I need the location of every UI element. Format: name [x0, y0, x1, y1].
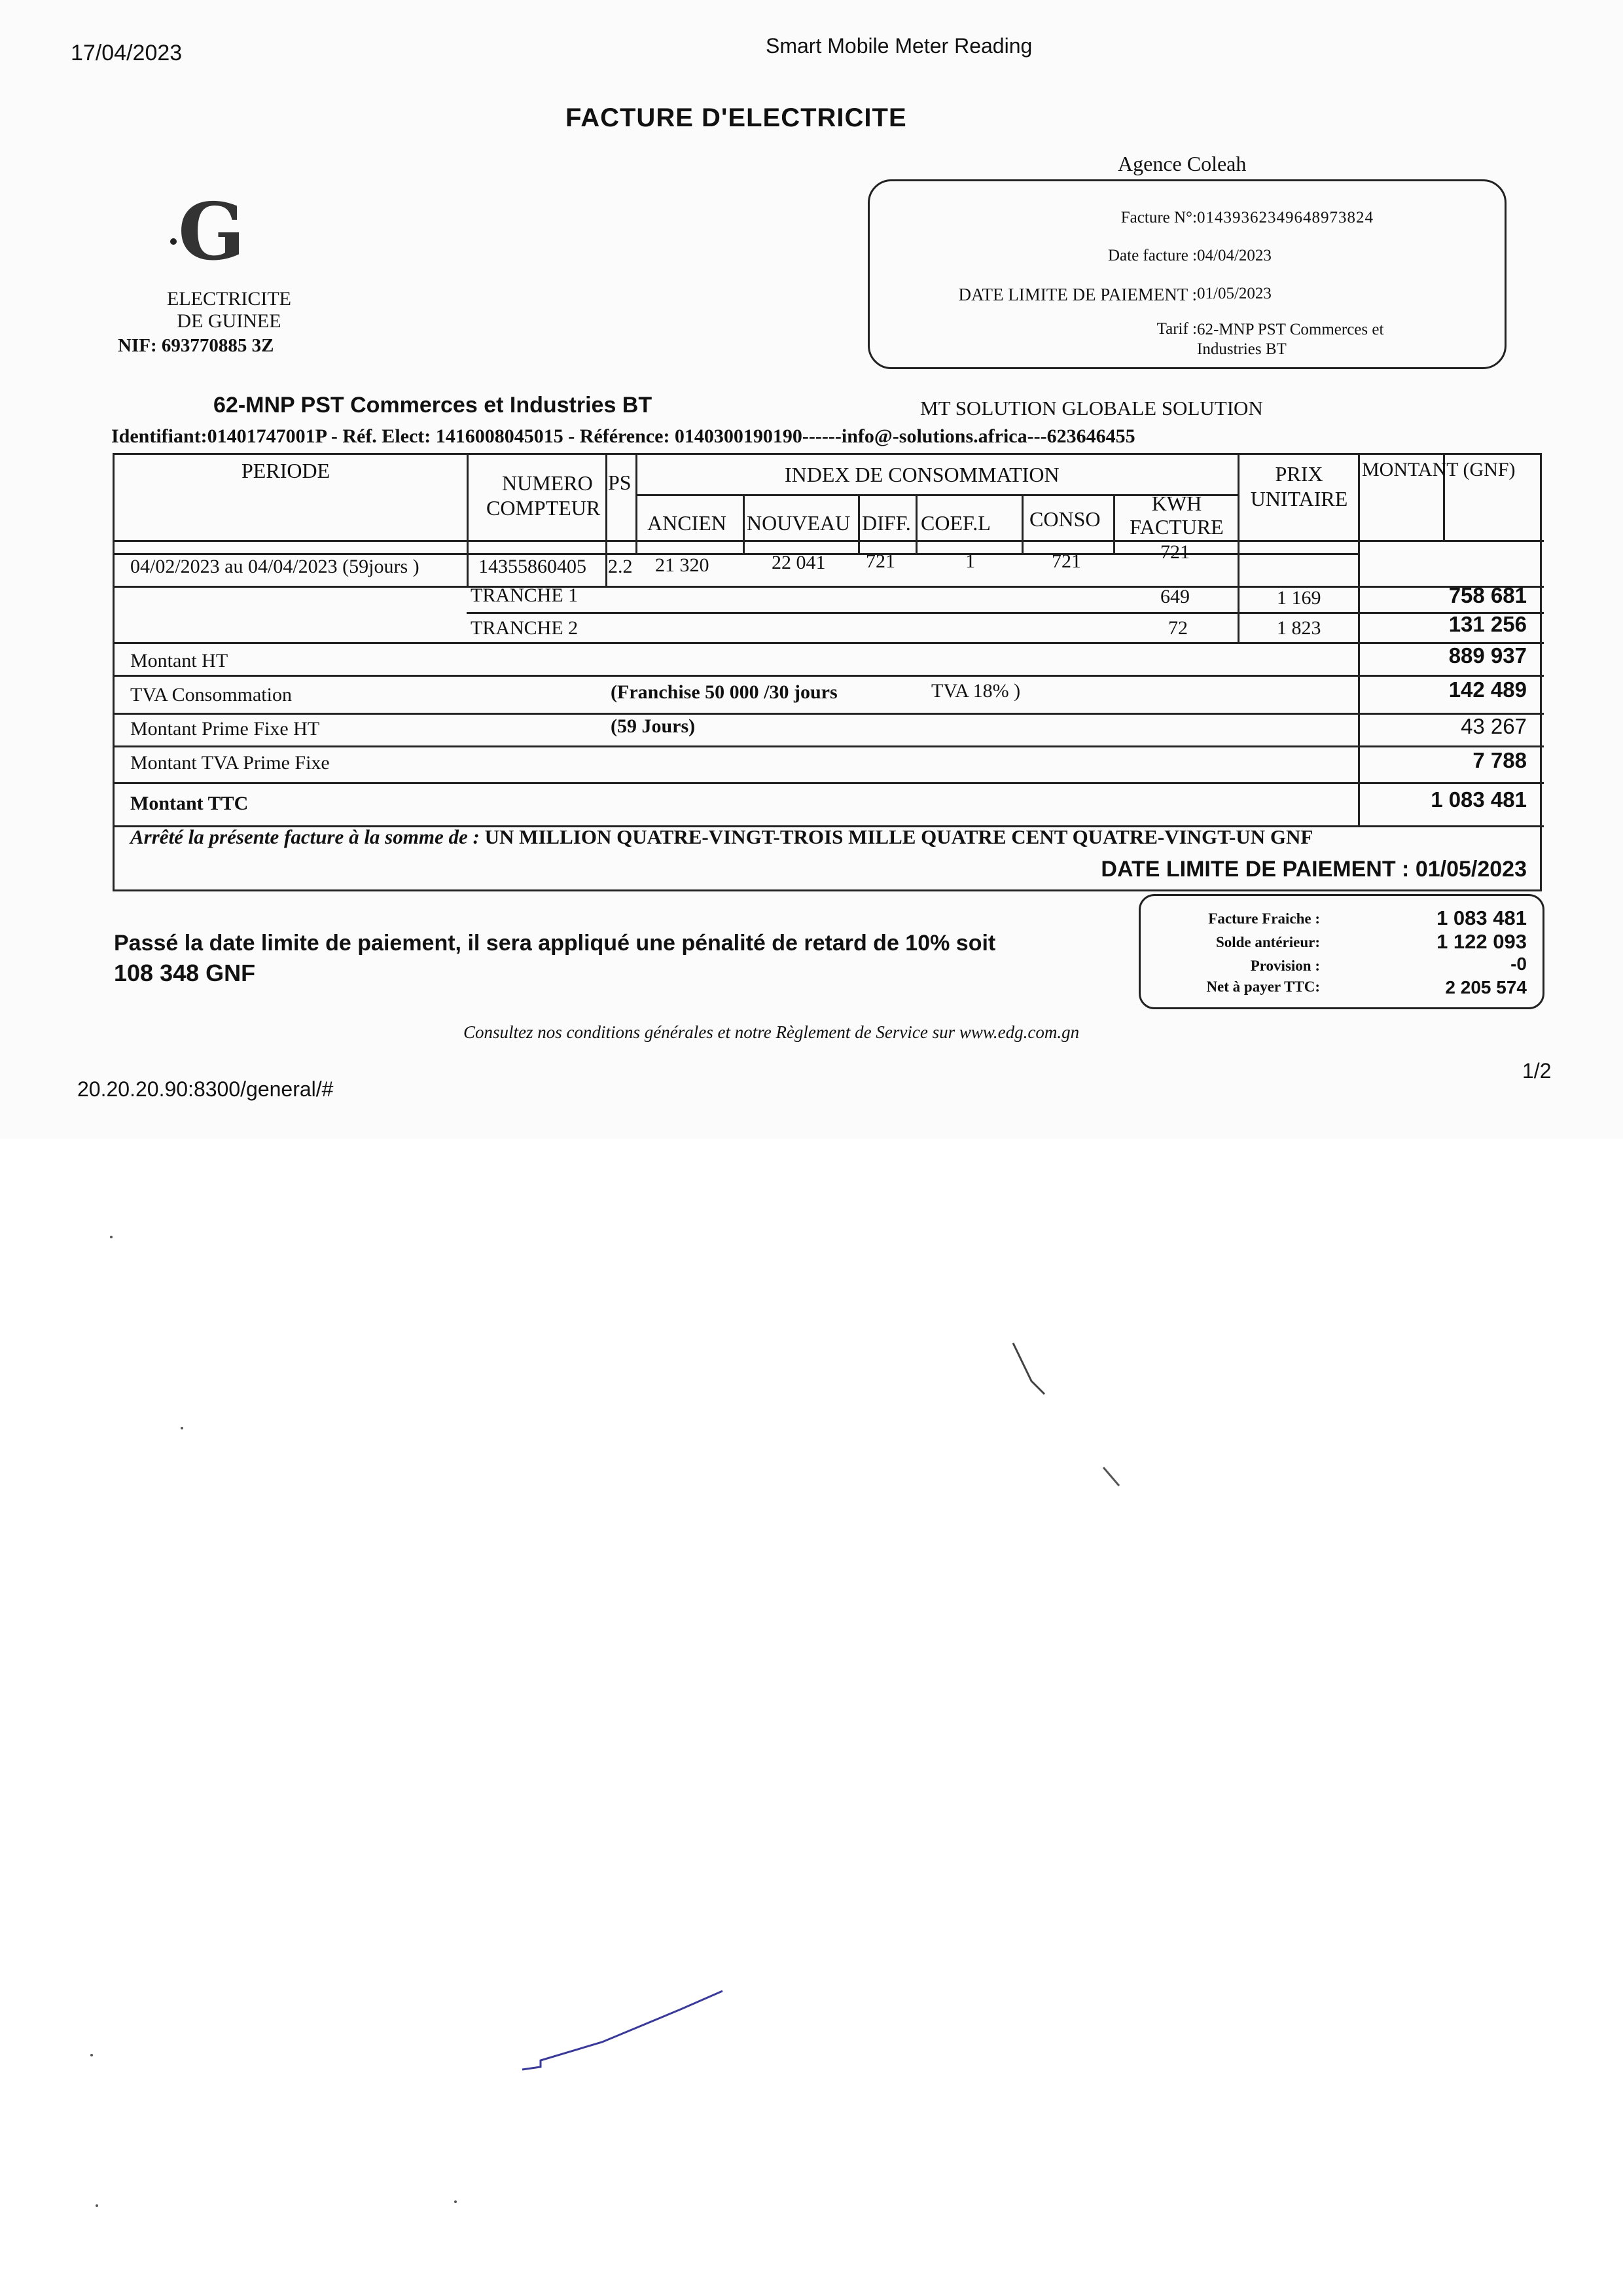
recap-solde-label: Solde antérieur: [1215, 934, 1320, 950]
late-penalty-amount: 108 348 GNF [114, 960, 256, 986]
col-header-ps: PS [608, 471, 632, 494]
amount-in-words [130, 825, 1313, 849]
col-header-compteur-line2: COMPTEUR [486, 496, 601, 520]
recap-fraiche-value: 1 083 481 [1436, 906, 1527, 929]
tariff-value [1197, 320, 1383, 359]
company-logo: G [170, 190, 249, 275]
col-header-ancien: ANCIEN [647, 511, 726, 535]
invoice-page [0, 0, 1623, 1139]
montant-ttc-value: 1 083 481 [1431, 787, 1527, 812]
pen-marks [0, 1139, 1623, 2296]
due-date-line: DATE LIMITE DE PAIEMENT : 01/05/2023 [1101, 857, 1527, 882]
tariff-line2: Industries BT [1197, 340, 1287, 358]
blank-scan-area [0, 1139, 1623, 2296]
tariff-label: Tarif : [1156, 320, 1197, 338]
client-identifiers: Identifiant:01401747001P - Réf. Elect: 1416008045015 - Référence: 0140300190190------info@-solutions.africa---623646455 [111, 425, 1135, 447]
amount-words: UN MILLION QUATRE-VINGT-TROIS MILLE QUATRE CENT QUATRE-VINGT-UN GNF [484, 825, 1313, 848]
reading-kwh: 721 [1160, 541, 1190, 563]
pen-stroke-mark [1103, 1467, 1119, 1486]
recap-provision-value: -0 [1510, 954, 1527, 974]
recap-net-value: 2 205 574 [1445, 977, 1527, 997]
company-nif: NIF: 693770885 3Z [118, 335, 274, 356]
tranche-2-prix: 1 823 [1277, 617, 1321, 639]
company-name-line2: DE GUINEE [177, 310, 281, 332]
tranche-1-kwh: 649 [1160, 586, 1190, 607]
col-header-nouveau: NOUVEAU [747, 511, 851, 535]
col-header-index: INDEX DE CONSOMMATION [785, 463, 1060, 486]
col-header-compteur-line1: NUMERO [502, 471, 593, 495]
col-header-conso: CONSO [1029, 507, 1101, 531]
due-date: 01/05/2023 [1197, 285, 1272, 302]
print-date: 17/04/2023 [71, 41, 183, 65]
recap-solde-value: 1 122 093 [1436, 930, 1527, 953]
late-penalty-text: Passé la date limite de paiement, il sera appliqué une pénalité de retard de 10% soit [114, 931, 996, 956]
tranche-1-montant: 758 681 [1448, 583, 1527, 607]
prime-fixe-note: (59 Jours) [611, 715, 696, 737]
pen-signature-stroke [522, 1991, 722, 2070]
col-header-kwh-line1: KWH [1151, 492, 1202, 515]
col-header-periode: PERIODE [241, 459, 330, 482]
amount-words-prefix: Arrêté la présente facture à la somme de : [130, 825, 480, 848]
invoice-date-label: Date facture : [1107, 247, 1197, 264]
company-name [124, 288, 334, 332]
reading-ancien: 21 320 [655, 554, 709, 576]
reading-diff: 721 [866, 550, 895, 572]
supplier-name: MT SOLUTION GLOBALE SOLUTION [920, 397, 1263, 420]
tva-value: 142 489 [1448, 677, 1527, 702]
col-header-prix-line2: UNITAIRE [1250, 487, 1348, 511]
invoice-info-box [868, 179, 1507, 369]
recap-fraiche-label: Facture Fraiche : [1208, 910, 1320, 927]
payment-recap-box [1139, 894, 1544, 1009]
reading-compteur: 14355860405 [478, 556, 586, 577]
reading-periode: 04/02/2023 au 04/04/2023 (59jours ) [130, 556, 419, 577]
tva-label: TVA Consommation [130, 684, 292, 706]
reading-ps: 2.2 [608, 556, 633, 577]
agency-name: Agence Coleah [1118, 152, 1247, 175]
col-header-compteur [486, 471, 600, 520]
client-name: 62-MNP PST Commerces et Industries BT [213, 393, 652, 418]
invoice-date: 04/04/2023 [1197, 247, 1272, 264]
tranche-2-label: TRANCHE 2 [471, 617, 579, 639]
tranche-2-montant: 131 256 [1448, 612, 1527, 636]
tariff-line1: 62-MNP PST Commerces et [1197, 321, 1384, 338]
col-header-prix-line1: PRIX [1275, 462, 1323, 486]
late-penalty-notice [114, 928, 1135, 988]
reading-nouveau: 22 041 [772, 552, 826, 573]
montant-ht-label: Montant HT [130, 650, 228, 672]
reading-conso: 721 [1052, 550, 1081, 572]
conditions-notice: Consultez nos conditions générales et notre Règlement de Service sur www.edg.com.gn [463, 1022, 1080, 1042]
pen-stroke-mark [1013, 1343, 1044, 1394]
tva-prime-value: 7 788 [1472, 748, 1527, 772]
col-header-montant: MONTANT (GNF) [1362, 459, 1516, 480]
invoice-number: 01439362349648973824 [1197, 209, 1374, 226]
col-header-diff: DIFF. [862, 511, 911, 535]
due-date-label: DATE LIMITE DE PAIEMENT : [958, 285, 1197, 304]
prime-fixe-value: 43 267 [1461, 714, 1527, 738]
tva-franchise-note: (Franchise 50 000 /30 jours [611, 681, 838, 703]
tranche-2-kwh: 72 [1168, 617, 1188, 639]
company-name-line1: ELECTRICITE [167, 288, 291, 310]
page-url: 20.20.20.90:8300/general/# [77, 1077, 334, 1101]
montant-ht-value: 889 937 [1448, 643, 1527, 668]
tranche-1-prix: 1 169 [1277, 587, 1321, 609]
recap-net-label: Net à payer TTC: [1206, 978, 1320, 995]
col-header-coef: COEF.L [921, 511, 991, 535]
reading-coef: 1 [965, 550, 975, 572]
page-number: 1/2 [1522, 1059, 1552, 1083]
invoice-number-label: Facture N°: [1120, 209, 1197, 226]
recap-provision-label: Provision : [1250, 958, 1320, 974]
montant-ttc-label: Montant TTC [130, 793, 249, 814]
app-name: Smart Mobile Meter Reading [766, 34, 1033, 58]
consumption-table [113, 453, 1542, 891]
tva-rate: TVA 18% ) [931, 680, 1021, 702]
invoice-title: FACTURE D'ELECTRICITE [565, 103, 907, 132]
tranche-1-label: TRANCHE 1 [471, 584, 579, 606]
col-header-kwh-line2: FACTURE [1130, 515, 1224, 539]
col-header-kwh [1116, 492, 1238, 539]
prime-fixe-label: Montant Prime Fixe HT [130, 718, 320, 740]
col-header-prix [1240, 461, 1358, 511]
tva-prime-label: Montant TVA Prime Fixe [130, 752, 330, 774]
